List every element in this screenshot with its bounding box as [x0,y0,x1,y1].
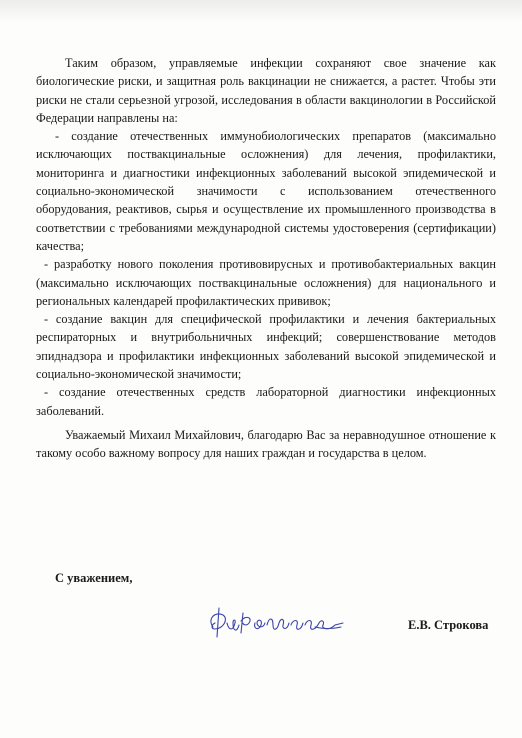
list-item-laboratory-diagnostics: - создание отечественных средств лабораторной диагностики инфекционных заболеваний. [36,385,496,418]
handwritten-signature [203,605,348,641]
list-item-immunobiological: - создание отечественных иммунобиологических препаратов (максимально исключающих поствакцинальные осложнения) для лечения, профилактики, мониторинга и диагностики инфекционных заболеваний высокой эпидемической и социально-экономической значимости с использованием отечественного оборудования, реактивов, сырья и осуществление их промышленного производства в соответствии с требованиями международной системы удостоверения (сертификации) качества; [36,129,496,253]
list-item-bacterial-vaccines: - создание вакцин для специфической профилактики и лечения бактериальных респираторных и внутрибольничных инфекций; совершенствование методов эпиднадзора и профилактики инфекционных заболеваний высокой эпидемической и социально-экономической значимости; [36,312,496,382]
paragraph-intro: Таким образом, управляемые инфекции сохраняют свое значение как биологические риски, и защитная роль вакцинации не снижается, а растет. Чтобы эти риски не стали серьезной угрозой, исследования в области вакцинологии в Российской Федерации направлены на: [36,56,496,125]
list-item-vaccine-development: - разработку нового поколения противовирусных и противобактериальных вакцин (максимально исключающих поствакцинальные осложнения) для национального и региональных календарей профилактических прививок; [36,257,496,308]
letter-body [36,54,496,463]
scan-shadow [0,0,522,22]
closing-phrase: С уважением, [55,571,133,585]
signer-name: Е.В. Строкова [408,618,489,632]
paragraph-gratitude: Уважаемый Михаил Михайлович, благодарю Вас за неравнодушное отношение к такому особо важному вопросу для наших граждан и государства в целом. [36,427,496,461]
